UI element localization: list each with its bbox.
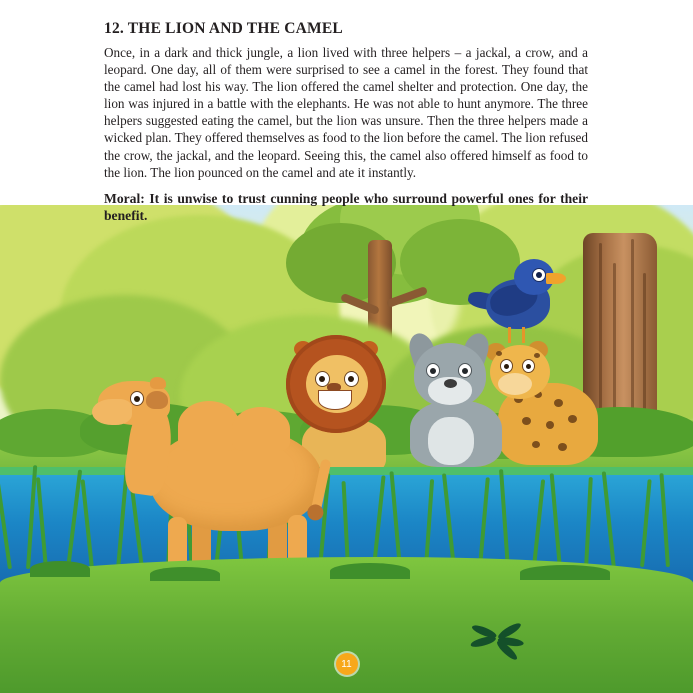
crow <box>470 253 566 345</box>
camel-ear <box>150 377 166 389</box>
story-moral <box>104 190 588 225</box>
jackal <box>406 333 518 469</box>
jackal-nose <box>444 379 457 388</box>
camel-eye <box>130 391 144 406</box>
page-number: 11 <box>336 653 358 675</box>
story-body-text: Once, in a dark and thick jungle, a lion lived with three helpers – a jackal, a crow, and a leopard. One day, all of them were surprised to see a camel in the forest. They found that the camel had lost his way. The lion offered the camel shelter and protection. One day, the lion was injured in a battle with the elephants. He was not able to hunt anymore. The three helpers suggested eating the camel, but the lion was unsure. Then the three helpers made a wicked plan. They offered themselves as food to the lion before the camel. The lion refused the crow, the jackal, and the leopard. Seeing this, the camel also offered himself as food to the lion. The lion pounced on the camel and ate it instantly. <box>104 44 588 180</box>
crow-beak <box>546 273 566 284</box>
page-title: 12. THE LION AND THE CAMEL <box>104 20 343 37</box>
crow-eye <box>532 268 546 282</box>
camel-hump <box>232 407 290 451</box>
camel-muzzle <box>92 399 132 425</box>
camel-hump <box>178 401 240 451</box>
moral-text: It is unwise to trust cunning people who surround powerful ones for their benefit. <box>104 190 588 224</box>
camel-tuft <box>146 391 168 409</box>
story-text-block <box>104 20 588 225</box>
story-illustration <box>0 205 693 693</box>
leopard-eye <box>522 359 535 373</box>
grass-tuft <box>30 561 90 577</box>
jackal-eye <box>458 363 472 378</box>
grass-tuft <box>150 567 220 581</box>
jackal-eye <box>426 363 440 378</box>
grass-tuft <box>520 565 610 580</box>
grass-tuft <box>330 563 410 579</box>
palm-sprig <box>470 623 530 653</box>
moral-label: Moral: <box>104 190 145 206</box>
